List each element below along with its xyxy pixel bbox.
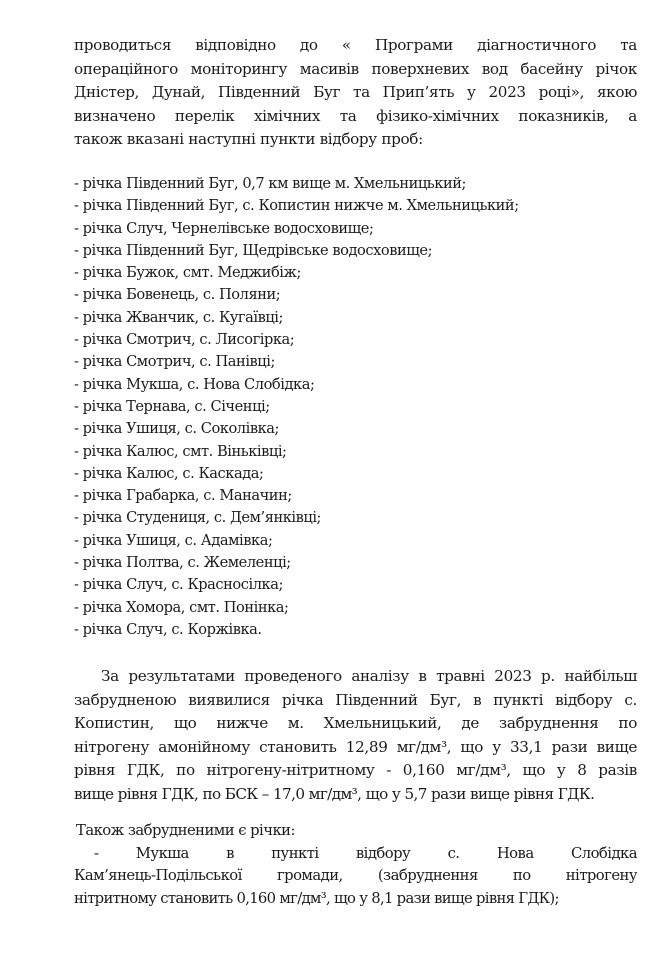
sampling-points-list	[74, 173, 637, 641]
list-item: - річка Случ, Чернелівське водосховище;	[74, 219, 374, 237]
list-item: - річка Смотрич, с. Лисогірка;	[74, 331, 295, 349]
list-item: - річка Бужок, смт. Меджибіж;	[74, 264, 301, 282]
intro-line: Дністер, Дунай, Південний Буг та Прип’ять у 2023 році», якою	[74, 83, 637, 101]
intro-line: також вказані наступні пункти відбору проб:	[74, 130, 423, 148]
list-item: - річка Ушиця, с. Соколівка;	[74, 420, 280, 438]
also-polluted-line: Кам’янець-Подільської громади, (забруднення по нітрогену	[74, 867, 637, 884]
results-line: За результатами проведеного аналізу в травні 2023 р. найбільш	[101, 667, 637, 685]
list-item: - річка Мукша, с. Нова Слобідка;	[74, 375, 315, 393]
results-line: рівня ГДК, по нітрогену-нітритному - 0,160 мг/дм³, що у 8 разів	[74, 761, 637, 779]
list-item: - річка Студениця, с. Дем’янківці;	[74, 509, 322, 527]
also-polluted-line: - Мукша в пункті відбору с. Нова Слобідка	[94, 844, 637, 862]
list-item: - річка Случ, с. Красносілка;	[74, 576, 283, 594]
results-line: Копистин, що нижче м. Хмельницький, де забруднення по	[74, 714, 637, 732]
list-item: - річка Калюс, с. Каскада;	[74, 464, 264, 482]
intro-line: проводиться відповідно до « Програми діагностичного та	[74, 36, 637, 54]
intro-paragraph	[74, 34, 637, 152]
list-item: - річка Случ, с. Коржівка.	[74, 620, 262, 638]
list-item: - річка Жванчик, с. Кугаївці;	[74, 308, 283, 326]
list-item: - річка Грабарка, с. Маначин;	[74, 487, 292, 505]
list-item: - річка Бовенець, с. Поляни;	[74, 286, 281, 304]
list-item: - річка Південний Буг, Щедрівське водосховище;	[74, 241, 433, 259]
list-item: - річка Калюс, смт. Віньківці;	[74, 442, 287, 460]
list-item: - річка Південний Буг, с. Копистин нижче м. Хмельницький;	[74, 197, 519, 215]
results-line: нітрогену амонійному становить 12,89 мг/дм³, що у 33,1 рази вище	[74, 737, 637, 756]
list-item: - річка Південний Буг, 0,7 км вище м. Хмельницький;	[74, 175, 466, 192]
also-polluted-heading: Також забрудненими є річки:	[76, 822, 295, 839]
list-item: - річка Смотрич, с. Панівці;	[74, 353, 275, 371]
intro-line: операційного моніторингу масивів поверхневих вод басейну річок	[74, 59, 637, 78]
results-line: забрудненою виявилися річка Південний Буг, в пункті відбору с.	[74, 690, 637, 709]
list-item: - річка Хомора, смт. Понінка;	[74, 598, 289, 616]
also-polluted-line: нітритному становить 0,160 мг/дм³, що у 8,1 рази вище рівня ГДК);	[74, 889, 559, 907]
list-item: - річка Полтва, с. Жемеленці;	[74, 554, 291, 572]
intro-line: визначено перелік хімічних та фізико-хімічних показників, а	[74, 106, 637, 125]
results-line: вище рівня ГДК, по БСК – 17,0 мг/дм³, що у 5,7 рази вище рівня ГДК.	[74, 784, 595, 803]
list-item: - річка Тернава, с. Січенці;	[74, 397, 270, 415]
also-polluted-section	[74, 820, 637, 910]
list-item: - річка Ушиця, с. Адамівка;	[74, 531, 273, 549]
results-paragraph	[74, 665, 637, 806]
